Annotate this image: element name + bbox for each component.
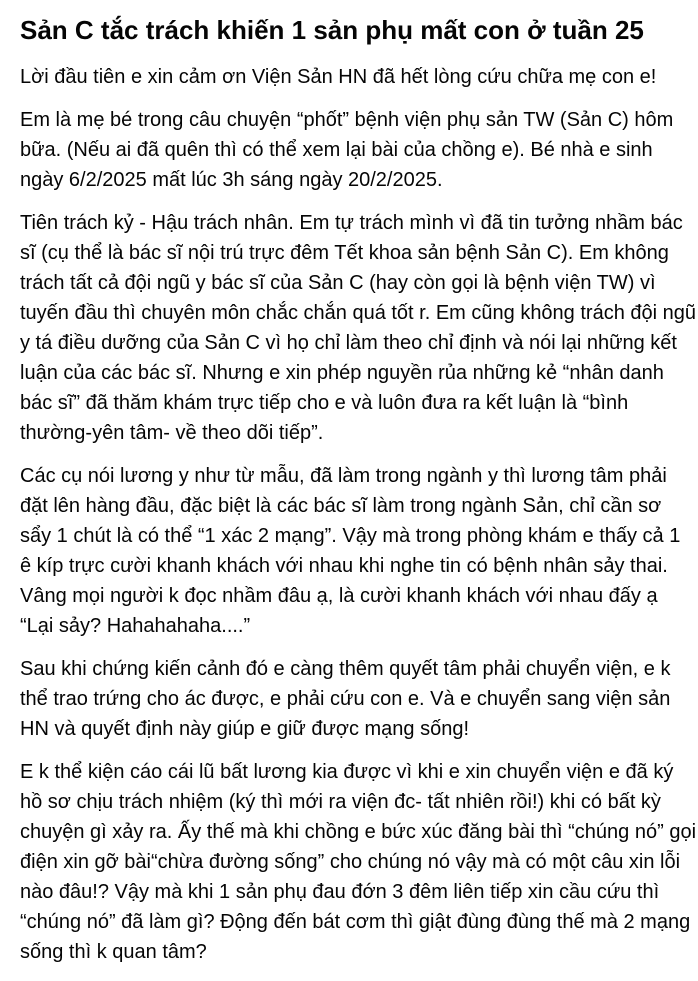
post-paragraph: Sau khi chứng kiến cảnh đó e càng thêm quyết tâm phải chuyển viện, e k thể trao trứng cho ác được, e phải cứu con e. Và e chuyển sang viện sản HN và quyết định này giúp e giữ được mạng sống! [20, 658, 671, 740]
post-paragraph: E k thể kiện cáo cái lũ bất lương kia được vì khi e xin chuyển viện e đã ký hồ sơ chịu trách nhiệm (ký thì mới ra viện đc- tất nhiên rồi!) khi có bất kỳ chuyện gì xảy ra. Ấy thế mà khi chồng e bức xúc đăng bài thì “chúng nó” gọi điện xin gỡ bài“chừa đường sống” cho chúng nó vậy mà có một câu xin lỗi nào đâu!? Vậy mà khi 1 sản phụ đau đớn 3 đêm liên tiếp xin cầu cứu thì “chúng nó” đã làm gì? Động đến bát cơm thì giật đùng đùng thế mà 2 mạng sống thì k quan tâm? [20, 761, 697, 963]
post-body [20, 62, 696, 980]
post-paragraph: Các cụ nói lương y như từ mẫu, đã làm trong ngành y thì lương tâm phải đặt lên hàng đầu, đặc biệt là các bác sĩ làm trong ngành Sản, chỉ cần sơ sẩy 1 chút là có thể “1 xác 2 mạng”. Vậy mà trong phòng khám e thấy cả 1 ê kíp trực cười khanh khách với nhau khi nghe tin có bệnh nhân sảy thai. Vâng mọi người k đọc nhầm đâu ạ, là cười khanh khách với nhau đấy ạ “Lại sảy? Hahahahaha....” [20, 465, 681, 637]
post-paragraph: Lời đầu tiên e xin cảm ơn Viện Sản HN đã hết lòng cứu chữa mẹ con e! [20, 66, 657, 88]
post-paragraph: Em là mẹ bé trong câu chuyện “phốt” bệnh viện phụ sản TW (Sản C) hôm bữa. (Nếu ai đã quên thì có thể xem lại bài của chồng e). Bé nhà e sinh ngày 6/2/2025 mất lúc 3h sáng ngày 20/2/2025. [20, 109, 674, 191]
post-paragraph: Tiên trách kỷ - Hậu trách nhân. Em tự trách mình vì đã tin tưởng nhầm bác sĩ (cụ thể là bác sĩ nội trú trực đêm Tết khoa sản bệnh Sản C). Em không trách tất cả đội ngũ y bác sĩ của Sản C (hay còn gọi là bệnh viện TW) vì tuyến đầu thì chuyên môn chắc chắn quá tốt r. Em cũng không trách đội ngũ y tá điều dưỡng của Sản C vì họ chỉ làm theo chỉ định và nói lại những kết luận của các bác sĩ. Nhưng e xin phép nguyền rủa những kẻ “nhân danh bác sĩ” đã thăm khám trực tiếp cho e và luôn đưa ra kết luận là “bình thường-yên tâm- về theo dõi tiếp”. [20, 212, 696, 444]
post-title: Sản C tắc trách khiến 1 sản phụ mất con ở tuần 25 [20, 15, 644, 45]
